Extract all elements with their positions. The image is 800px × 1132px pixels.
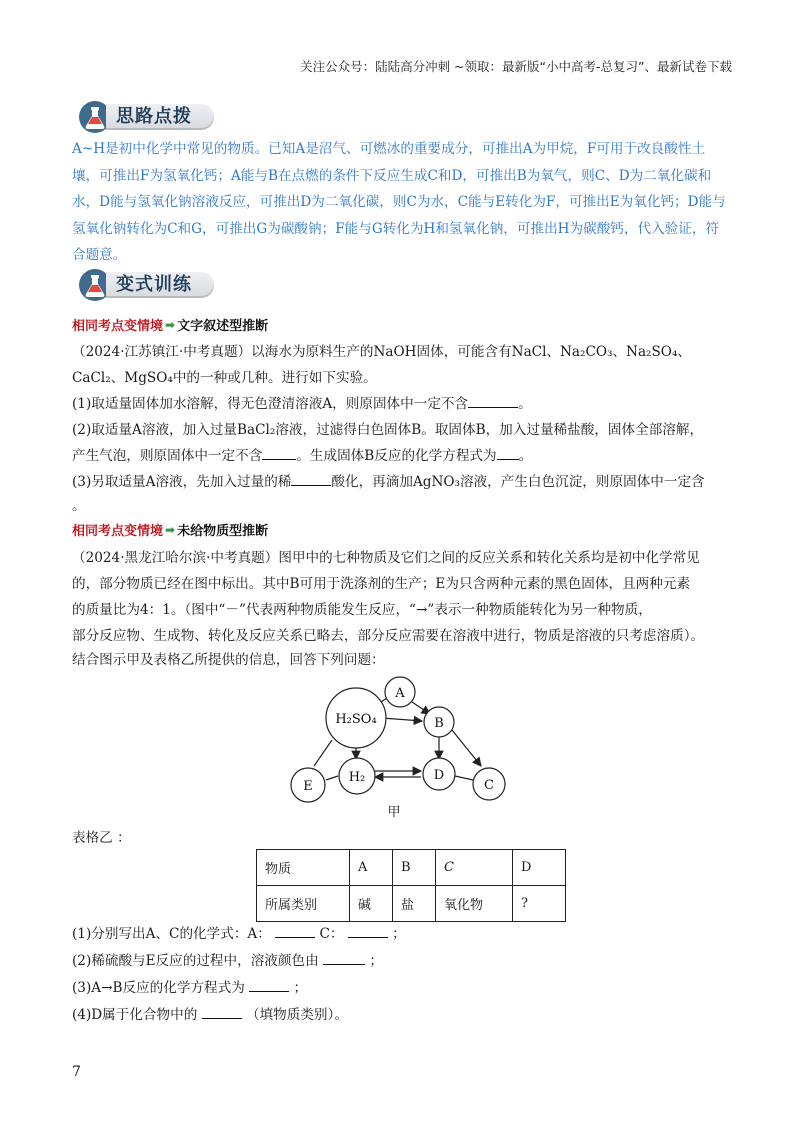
label-a: A — [395, 686, 405, 701]
topic-tag-2 — [72, 520, 268, 539]
table-cell: A — [350, 850, 393, 886]
text: (2)稀硫酸与E反应的过程中，溶液颜色由 — [72, 953, 319, 969]
text: (4)D属于化合物中的 — [72, 1007, 198, 1023]
double-arrow-icon: ➡ — [165, 317, 176, 332]
text: (3)A→B反应的化学方程式为 — [72, 980, 245, 996]
answer-blank[interactable] — [468, 393, 518, 408]
tag-red-text: 相同考点变情境 — [72, 319, 164, 334]
text: （填物质类别）。 — [245, 1007, 348, 1023]
text: 。 — [518, 396, 532, 412]
table-label: 表格乙 ： — [72, 830, 131, 846]
link-e-h2 — [326, 776, 338, 780]
section-title: 变式训练 — [106, 272, 214, 298]
label-h2: H₂ — [348, 770, 366, 785]
text: (1)取适量固体加水溶解，得无色澄清溶液A，则原固体中一定不含 — [72, 396, 469, 412]
table-cell: 氧化物 — [436, 886, 513, 922]
section-title: 思路点拨 — [106, 104, 214, 130]
arrow-h2so4-to-b — [382, 718, 422, 721]
label-h2so4: H₂SO₄ — [335, 712, 377, 727]
tag-black-text: 未给物质型推断 — [177, 524, 269, 539]
tag-red-text: 相同考点变情境 — [72, 524, 164, 539]
answer-blank[interactable] — [262, 445, 296, 460]
text: C： — [319, 926, 344, 942]
q1-part2-line1: (2)取适量A溶液，加入过量BaCl₂溶液，过滤得白色固体B。取固体B，加入过量稀盐酸，固体全部溶解， — [72, 422, 704, 438]
text: 。 — [518, 448, 533, 464]
q1-part2-line2 — [72, 444, 532, 464]
q2-line4: 部分反应物、生成物、转化及反应关系已略去，部分反应需要在溶液中进行，物质是溶液的只考虑溶质）。 — [72, 628, 705, 644]
q1-intro-line2: CaCl₂、MgSO₄中的一种或几种。进行如下实验。 — [72, 370, 377, 386]
q1-intro-line1: （2024·江苏镇江·中考真题）以海水为原料生产的NaOH固体，可能含有NaCl、Na₂CO₃、Na₂SO₄、 — [72, 344, 691, 360]
text: ； — [369, 953, 383, 969]
text: (3)另取适量A溶液，先加入过量的稀 — [72, 474, 292, 490]
q2-answer1 — [72, 922, 406, 942]
label-c: C — [484, 778, 494, 793]
reaction-diagram — [282, 672, 522, 822]
answer-blank[interactable] — [275, 923, 315, 938]
section-banner-practice — [78, 268, 214, 302]
label-d: D — [433, 768, 445, 783]
q2-answer2 — [72, 949, 383, 969]
tag-black-text: 文字叙述型推断 — [177, 319, 269, 334]
table-cell: 盐 — [393, 886, 436, 922]
diagram-caption: 甲 — [387, 805, 401, 820]
label-b: B — [434, 716, 444, 731]
double-arrow-icon: ➡ — [165, 522, 176, 537]
table-row — [257, 850, 566, 886]
text: (1)分别写出A、C的化学式：A： — [72, 926, 271, 942]
arrow-b-to-c — [452, 730, 481, 766]
text: ； — [293, 980, 308, 996]
q1-part1 — [72, 392, 532, 412]
text: 酸化，再滴加AgNO₃溶液，产生白色沉淀，则原固体中一定含 — [331, 474, 705, 490]
q2-answer3 — [72, 976, 307, 996]
link-h2so4-e — [314, 740, 332, 766]
table-cell: 所属类别 — [257, 886, 350, 922]
q1-part3 — [72, 470, 705, 490]
analysis-text: A~H是初中化学中常见的物质。已知A是沼气、可燃冰的重要成分，可推出A为甲烷，F可用于改良酸性土壤，可推出F为氢氧化钙；A能与B在点燃的条件下反应生成C和D，可推出B为氧气，则C、D为二氧化碳和水，D能与氢氧化钠溶液反应，可推出D为二氧化碳，则C为水，C能与E转化为F，可推出E为氧化钙；D能与氢氧化钠转化为C和G，可推出G为碳酸钠；F能与G转化为H和氢氧化钠，可推出H为碳酸钙，代入验证，符合题意。 — [72, 141, 726, 263]
table-cell: ? — [513, 886, 566, 922]
header-note: 关注公众号：陆陆高分冲刺 ~领取：最新版“小中高考-总复习”、最新试卷下载 — [300, 59, 732, 74]
link-d-c — [455, 776, 473, 780]
answer-blank[interactable] — [249, 977, 289, 992]
table-cell: 碱 — [350, 886, 393, 922]
section-banner-analysis — [78, 100, 214, 134]
answer-blank[interactable] — [323, 950, 365, 965]
text: 产生气泡，则原固体中一定不含 — [72, 448, 263, 464]
q2-line5: 结合图示甲及表格乙所提供的信息，回答下列问题： — [72, 652, 385, 668]
topic-tag-1 — [72, 315, 268, 334]
answer-blank[interactable] — [348, 923, 388, 938]
text: 。生成固体B反应的化学方程式为 — [296, 448, 497, 464]
answer-blank[interactable] — [202, 1004, 242, 1019]
table-cell: B — [393, 850, 436, 886]
answer-blank[interactable] — [291, 471, 331, 486]
answer-blank[interactable] — [497, 445, 519, 460]
q1-part3-end: 。 — [72, 498, 86, 514]
table-cell: 物质 — [257, 850, 350, 886]
substance-table — [256, 849, 566, 922]
label-e: E — [303, 779, 313, 794]
table-cell: D — [513, 850, 566, 886]
table-row — [257, 886, 566, 922]
q2-line1: （2024·黑龙江哈尔滨·中考真题）图甲中的七种物质及它们之间的反应关系和转化关系均是初中化学常见 — [72, 550, 700, 566]
q2-line3: 的质量比为4：1。（图中“－”代表两种物质能发生反应，“→”表示一种物质能转化为另一种物质， — [72, 602, 652, 618]
q2-line2: 的，部分物质已经在图中标出。其中B可用于洗涤剂的生产；E为只含两种元素的黑色固体，且两种元素 — [72, 576, 691, 592]
page-number: 7 — [72, 1064, 81, 1080]
text: ； — [392, 926, 406, 942]
q2-answer4 — [72, 1003, 348, 1023]
table-cell: C — [436, 850, 513, 886]
